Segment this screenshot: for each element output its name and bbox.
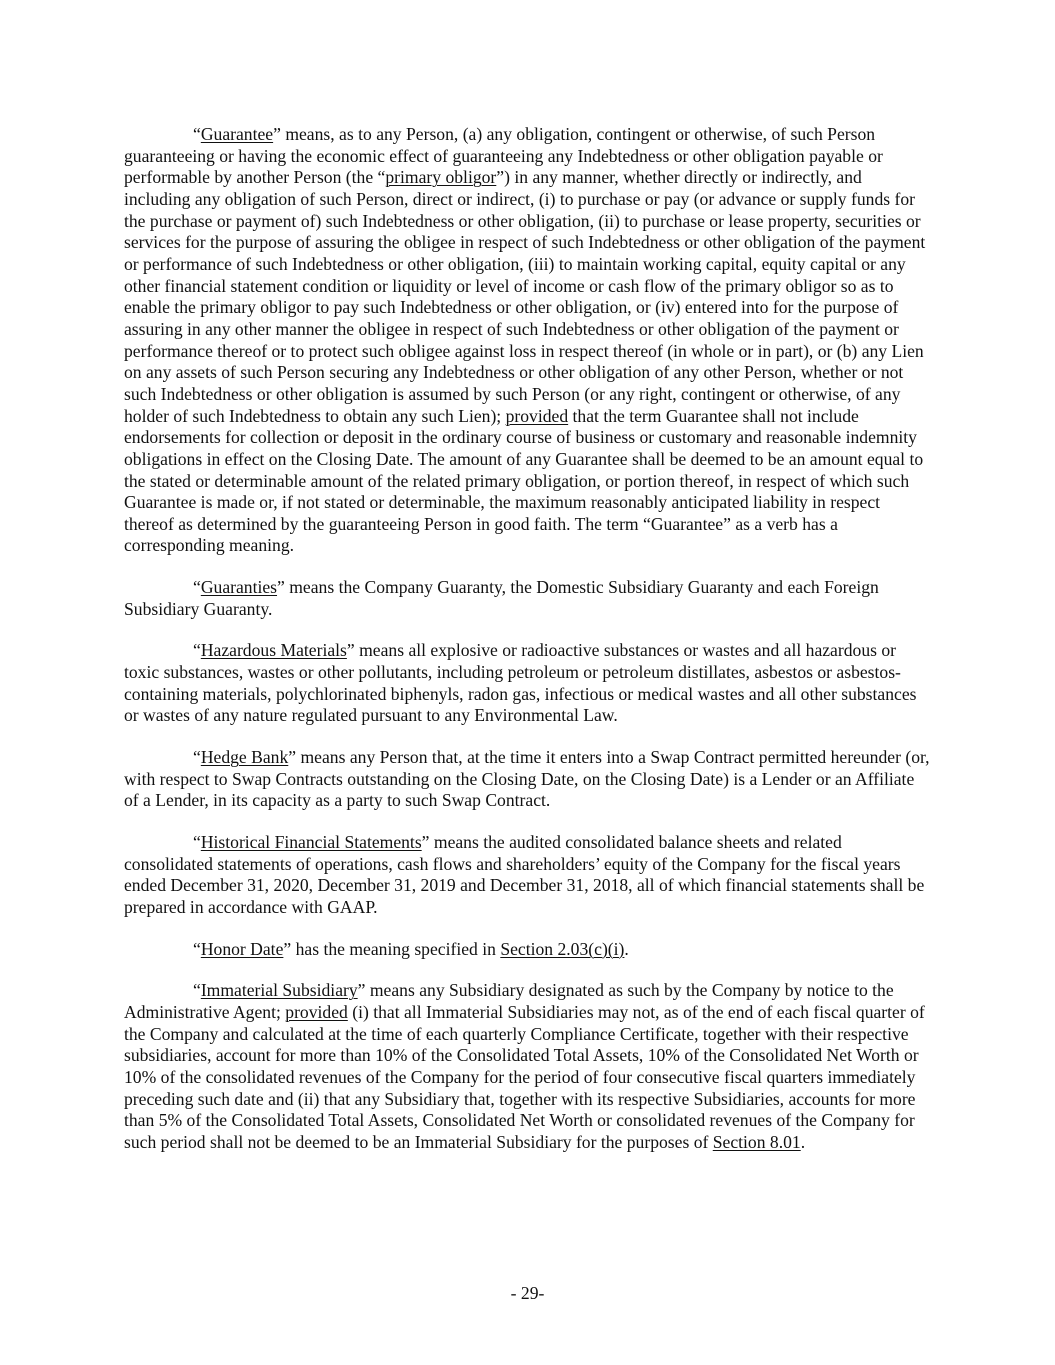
page-number: - 29- bbox=[510, 1283, 545, 1303]
definition-historical-financial-statements bbox=[124, 832, 932, 919]
definition-text: ” has the meaning specified in bbox=[283, 938, 501, 959]
definition-text: . bbox=[624, 938, 629, 959]
definition-immaterial-subsidiary bbox=[124, 980, 932, 1153]
definition-text: ” means the audited consolidated balance sheets and related consolidated statements of operations, cash flows and shareholders’ equity of the Company for the fiscal years ended December 31, 2020, December 31, 2019 and December 31, 2018, all of which financial statements shall be prepared in accordance with GAAP. bbox=[124, 832, 925, 917]
defined-term-guaranties: Guaranties bbox=[200, 577, 278, 598]
definition-guarantee bbox=[124, 124, 932, 557]
open-quote: “ bbox=[193, 577, 201, 598]
definition-text: ”) in any manner, whether directly or indirectly, and including any obligation of such Person, direct or indirect, (i) to purchase or pay (or advance or supply funds for the purchase or payment of) such Indebtedness or other obligation, (ii) to purchase or lease property, securities or services for the purpose of assuring the obligee in respect of such Indebtedness or other obligation of the payment or performance of such Indebtedness or other obligation, (iii) to maintain working capital, equity capital or any other financial statement condition or liquidity or level of income or cash flow of the primary obligor so as to enable the primary obligor to pay such Indebtedness or other obligation, or (iv) entered into for the purpose of assuring in any other manner the obligee in respect of such Indebtedness or other obligation of the payment or performance thereof or to protect such obligee against loss in respect thereof (in whole or in part), or (b) any Lien on any assets of such Person securing any Indebtedness or other obligation of any other Person, whether or not such Indebtedness or other obligation is assumed by such Person (or any right, contingent or otherwise, of any holder of such Indebtedness to obtain any such Lien); bbox=[124, 167, 926, 426]
document-body bbox=[124, 124, 932, 1174]
proviso-provided: provided bbox=[285, 1001, 348, 1022]
definition-text: . bbox=[800, 1131, 806, 1152]
open-quote: “ bbox=[193, 980, 201, 1001]
open-quote: “ bbox=[193, 640, 201, 661]
section-reference-link[interactable]: Section 2.03(c)(i) bbox=[500, 938, 625, 959]
defined-term-primary-obligor: primary obligor bbox=[385, 167, 497, 188]
defined-term-hazardous-materials: Hazardous Materials bbox=[200, 640, 347, 661]
definition-hazardous-materials bbox=[124, 640, 932, 727]
open-quote: “ bbox=[193, 124, 201, 144]
definition-text: ” means any Subsidiary designated as such by the Company by notice to the Administrative Agent; bbox=[124, 980, 894, 1022]
section-reference-link[interactable]: Section 8.01 bbox=[712, 1131, 801, 1152]
definition-text: ” means the Company Guaranty, the Domestic Subsidiary Guaranty and each Foreign Subsidiary Guaranty. bbox=[124, 577, 879, 619]
open-quote: “ bbox=[193, 832, 201, 853]
open-quote: “ bbox=[193, 938, 201, 959]
definition-hedge-bank bbox=[124, 747, 932, 812]
definition-text: that the term Guarantee shall not include endorsements for collection or deposit in the ordinary course of business or customary and reasonable indemnity obligations in effect on the Closing Date. The amount of any Guarantee shall be deemed to be an amount equal to the stated or determinable amount of the related primary obligation, or portion thereof, in respect of which such Guarantee is made or, if not stated or determinable, the maximum reasonably anticipated liability in respect thereof as determined by the guaranteeing Person in good faith. The term “Guarantee” as a verb has a corresponding meaning. bbox=[124, 405, 924, 556]
open-quote: “ bbox=[193, 747, 201, 768]
defined-term-honor-date: Honor Date bbox=[200, 938, 284, 959]
definition-text: ” means, as to any Person, (a) any obligation, contingent or otherwise, of such Person guaranteeing or having the economic effect of guaranteeing any Indebtedness or other obligation payable or performable by another Person (the “ bbox=[124, 124, 883, 188]
definition-text: ” means any Person that, at the time it enters into a Swap Contract permitted hereunder (or, with respect to Swap Contracts outstanding on the Closing Date, on the Closing Date) is a Lender or an Affiliate of a Lender, in its capacity as a party to such Swap Contract. bbox=[124, 747, 930, 811]
proviso-provided: provided bbox=[505, 405, 569, 426]
defined-term-historical-financial-statements: Historical Financial Statements bbox=[200, 832, 422, 853]
definition-text: ” means all explosive or radioactive substances or wastes and all hazardous or toxic substances, wastes or other pollutants, including petroleum or petroleum distillates, asbestos or asbestos-containing materials, polychlorinated biphenyls, radon gas, infectious or medical wastes and all other substances or wastes of any nature regulated pursuant to any Environmental Law. bbox=[124, 640, 917, 726]
defined-term-guarantee: Guarantee bbox=[200, 124, 274, 144]
definition-guaranties bbox=[124, 577, 932, 620]
definition-honor-date bbox=[124, 939, 932, 961]
defined-term-immaterial-subsidiary: Immaterial Subsidiary bbox=[200, 980, 358, 1001]
definition-text: (i) that all Immaterial Subsidiaries may not, as of the end of each fiscal quarter of the Company and calculated at the time of each quarterly Compliance Certificate, together with their respective subsidiaries, account for more than 10% of the Consolidated Total Assets, 10% of the Consolidated Net Worth or 10% of the consolidated revenues of the Company for the period of four consecutive fiscal quarters immediately preceding such date and (ii) that any Subsidiary that, together with its respective Subsidiaries, accounts for more than 5% of the Consolidated Total Assets, Consolidated Net Worth or consolidated revenues of the Company for such period shall not be deemed to be an Immaterial Subsidiary for the purposes of bbox=[124, 1001, 925, 1152]
defined-term-hedge-bank: Hedge Bank bbox=[200, 747, 289, 768]
